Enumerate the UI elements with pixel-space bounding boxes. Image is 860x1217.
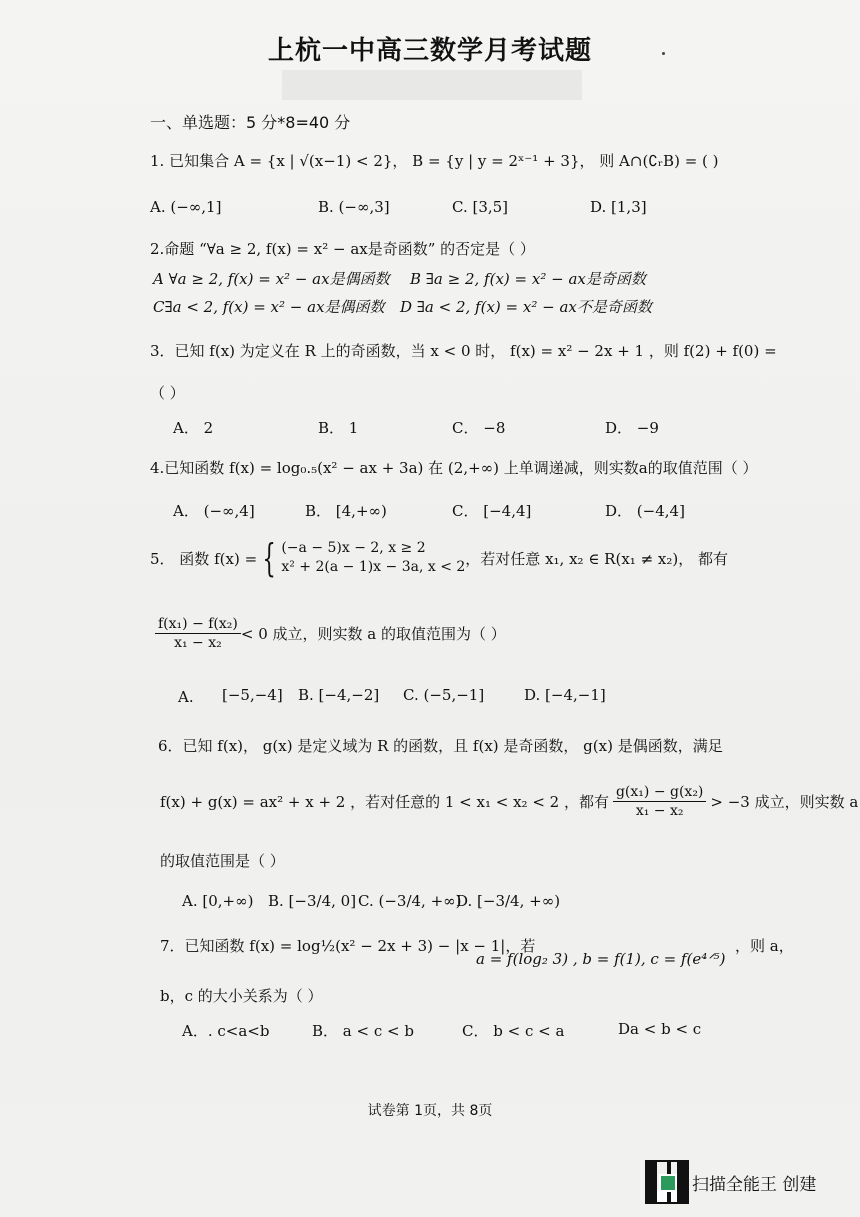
question-3-option-d: D． −9 [605,419,659,437]
question-7-option-c: C． b < c < a [462,1022,565,1040]
question-4-option-c: C． [−4,4] [452,502,532,520]
scanner-watermark: 扫描全能王 创建 [692,1175,817,1195]
piecewise-case-2: x² + 2(a − 1)x − 3a, x < 2 [281,559,466,575]
question-1-option-b: B. (−∞,3] [318,198,390,216]
question-3-answer-paren: （ ） [150,384,185,402]
question-5-option-b: B. [−4,−2] [298,686,380,704]
question-6-option-d: D. [−3/4, +∞) [456,892,561,910]
question-1-option-a: A. (−∞,1] [150,198,222,216]
question-4-option-d: D． (−4,4] [605,502,685,520]
question-7-line2: b，c 的大小关系为（ ） [160,987,323,1005]
question-5-option-c: C. (−5,−1] [403,686,485,704]
page-title: 上杭一中高三数学月考试题 [267,36,592,66]
scan-speck [662,52,665,55]
question-5-suffix: ，若对任意 x₁, x₂ ∈ R(x₁ ≠ x₂)， 都有 [465,549,729,568]
question-7-option-a: A．. c<a<b [182,1022,270,1040]
question-6-option-c: C. (−3/4, +∞) [358,892,462,910]
question-5-fraction [155,615,241,652]
question-3-option-b: B． 1 [318,419,359,437]
question-6-line1: 6．已知 f(x)， g(x) 是定义域为 R 的函数，且 f(x) 是奇函数， g(x) 是偶函数，满足 [158,737,723,755]
question-7-tail: ，则 a， [735,937,794,955]
question-5-stem [150,538,728,578]
piecewise-cases [281,539,465,577]
scan-smudge [282,70,582,100]
question-6-fraction [613,783,706,820]
section-heading: 一、单选题：5 分*8=40 分 [150,113,351,132]
question-5-line2: < 0 成立，则实数 a 的取值范围为（ ） [240,625,506,643]
question-3-option-a: A． 2 [173,419,214,437]
question-6-line2-end: > −3 成立，则实数 a [710,793,859,811]
question-2-option-b: B ∃a ≥ 2, f(x) = x² − ax是奇函数 [410,270,646,288]
question-3-option-c: C． −8 [452,419,506,437]
question-7-option-d: Da < b < c [618,1020,702,1038]
question-3-stem: 3．已知 f(x) 为定义在 R 上的奇函数，当 x < 0 时， f(x) = x² − 2x + 1 ，则 f(2) + f(0) = [150,342,777,360]
question-6-line3: 的取值范围是（ ） [160,852,285,870]
question-1-option-c: C. [3,5] [452,198,509,216]
question-6-option-b: B. [−3/4, 0] [268,892,357,910]
piecewise-case-1: (−a − 5)x − 2, x ≥ 2 [281,540,426,556]
piecewise-brace: { [262,536,276,580]
fraction-denominator: x₁ − x₂ [174,635,222,651]
question-6-line2-start: f(x) + g(x) = ax² + x + 2 ，若对任意的 1 < x₁ < x₂ < 2 ，都有 [160,793,609,811]
question-7-option-b: B． a < c < b [312,1022,414,1040]
question-5-option-a: [−5,−4] [222,686,283,704]
fraction-numerator: g(x₁) − g(x₂) [613,783,706,802]
page-number-footer: 试卷第 1页，共 8页 [367,1103,493,1119]
question-4-option-b: B． [4,+∞) [305,502,387,520]
question-2-stem: 2.命题 “∀a ≥ 2, f(x) = x² − ax是奇函数” 的否定是（ ） [150,240,535,258]
question-7-line1: 7．已知函数 f(x) = log½(x² − 2x + 3) − |x − 1|，若 [160,937,536,955]
question-6-line2 [160,783,858,820]
question-2-option-a: A ∀a ≥ 2, f(x) = x² − ax是偶函数 [153,270,390,288]
question-5-condition [155,615,506,652]
question-5-option-a-label: A. [178,688,194,706]
question-5-prefix: 5． 函数 f(x) = [150,549,258,568]
question-5-option-d: D. [−4,−1] [524,686,606,704]
question-1-stem: 1. 已知集合 A = {x | √(x−1) < 2}， B = {y | y = 2ˣ⁻¹ + 3}， 则 A∩(∁ᵣB) = ( ) [150,152,719,170]
question-2-option-d: D ∃a < 2, f(x) = x² − ax不是奇函数 [400,298,652,316]
question-6-option-a: A. [0,+∞) [182,892,254,910]
question-4-stem: 4.已知函数 f(x) = log₀.₅(x² − ax + 3a) 在 (2,+∞) 上单调递减，则实数a的取值范围（ ） [150,459,758,477]
fraction-denominator: x₁ − x₂ [635,803,684,819]
question-2-option-c: C∃a < 2, f(x) = x² − ax是偶函数 [153,298,385,316]
question-4-option-a: A． (−∞,4] [173,502,255,520]
question-1-option-d: D. [1,3] [590,198,647,216]
fraction-numerator: f(x₁) − f(x₂) [155,615,241,634]
qr-code-icon [645,1160,689,1204]
question-7-condition: a = f(log₂ 3) , b = f(1), c = f(e⁴ᐟ⁵) [476,950,726,968]
